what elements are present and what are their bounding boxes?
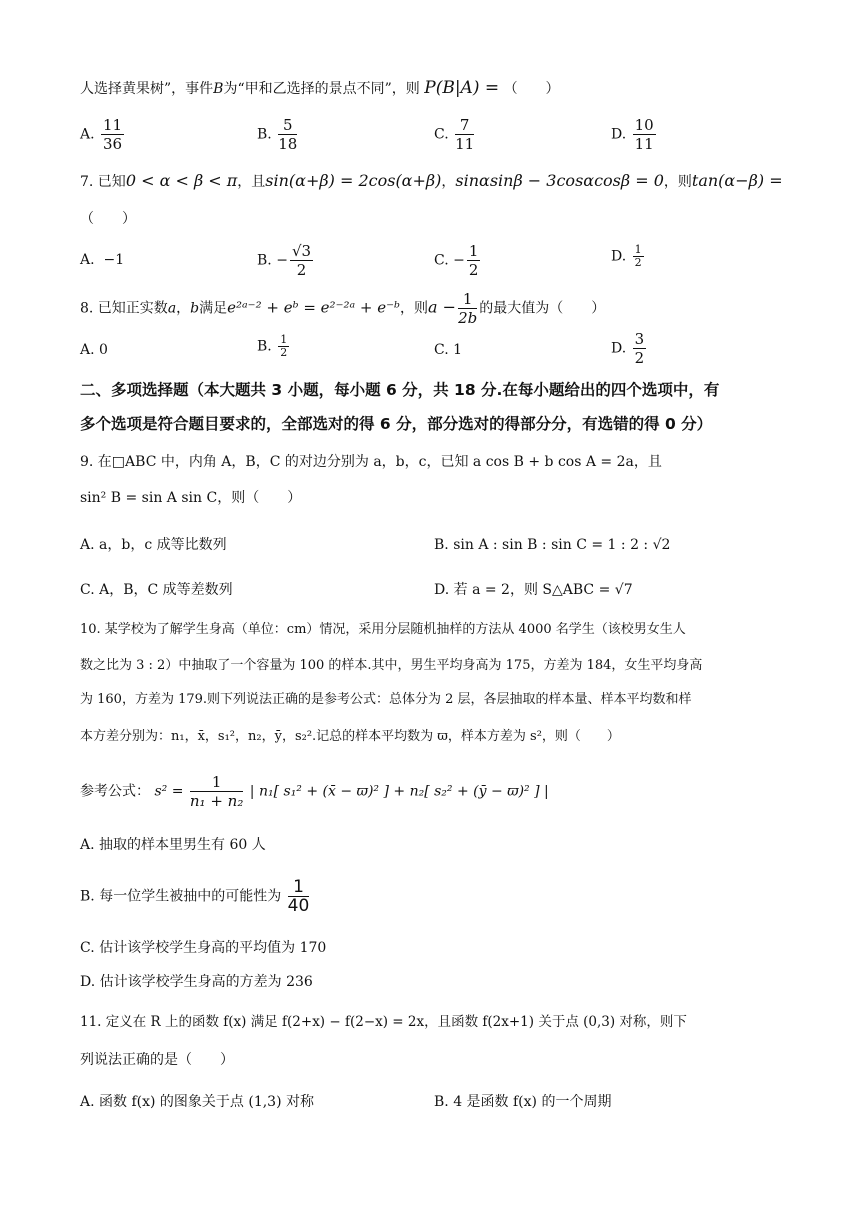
- q6-option-a: [80, 116, 126, 153]
- q10-stem-line4: 本方差分别为：n₁，x̄，s₁²，n₂，ȳ，s₂².记总的样本平均数为 ϖ，样本方差为 s²，则（ ）: [80, 729, 620, 744]
- option-letter: A.: [80, 252, 95, 268]
- q11-option-a: A. 函数 f(x) 的图象关于点 (1,3) 对称: [80, 1094, 315, 1110]
- q8-stem: [80, 290, 605, 327]
- formula-lhs: s² =: [154, 783, 184, 800]
- q6-option-b: [257, 116, 299, 153]
- fraction: [288, 878, 310, 915]
- denominator: 11: [455, 135, 475, 153]
- q7-stem-d: ，则: [663, 174, 692, 190]
- numerator: 5: [278, 116, 297, 135]
- q7-ask: tan(α−β) =: [691, 171, 783, 190]
- q8-stem-d: 的最大值为（ ）: [479, 300, 606, 317]
- q8-sep: ，: [176, 300, 191, 317]
- numerator: 11: [103, 116, 123, 134]
- q6-event-desc: 为“甲和乙选择的景点不同”，则: [223, 81, 420, 97]
- denominator: 2: [634, 349, 645, 367]
- q10-option-d: D. 估计该学校学生身高的方差为 236: [80, 974, 313, 990]
- fraction: [467, 242, 481, 279]
- option-letter: A.: [80, 126, 95, 143]
- q8-stem-b: 满足: [199, 300, 228, 317]
- option-letter: C.: [434, 252, 449, 269]
- formula-body: | n₁[ s₁² + (x̄ − ϖ)² ] + n₂[ s₂² + (ȳ − ϖ)² ] |: [249, 783, 549, 800]
- option-letter: D.: [611, 126, 627, 143]
- option-letter: B.: [257, 126, 272, 143]
- q7-option-a: [80, 250, 124, 270]
- q9-stem-line2: sin² B = sin A sin C，则（ ）: [80, 490, 302, 506]
- q10-stem-line2: 数之比为 3 : 2）中抽取了一个容量为 100 的样本.其中，男生平均身高为 175，方差为 184，女生平均身高: [80, 658, 703, 673]
- q8-var-a: a: [167, 300, 177, 317]
- denominator: 40: [287, 896, 310, 916]
- denominator: 2: [280, 346, 288, 359]
- formula-label: 参考公式：: [80, 783, 150, 800]
- numerator: √3: [291, 242, 312, 260]
- numerator: 1: [468, 242, 479, 260]
- numerator: 1: [458, 290, 477, 309]
- minus-sign: −: [453, 252, 465, 269]
- formula-fraction: [190, 773, 243, 810]
- q8-var-b: b: [190, 300, 200, 317]
- q11-stem-line1: 11. 定义在 R 上的函数 f(x) 满足 f(2+x) − f(2−x) = 2x，且函数 f(2x+1) 关于点 (0,3) 对称，则下: [80, 1014, 687, 1030]
- fraction: [290, 242, 313, 279]
- numerator: 1: [280, 333, 288, 346]
- denominator: 2: [468, 261, 479, 279]
- q7-option-d: [611, 244, 646, 269]
- q8-option-c: [434, 340, 462, 360]
- q8-option-a: [80, 340, 108, 360]
- denominator: 2: [296, 261, 307, 279]
- q11-stem-line2: 列说法正确的是（ ）: [80, 1052, 234, 1068]
- numerator: 1: [634, 243, 642, 256]
- q7-stem: [80, 171, 783, 192]
- fraction: [633, 116, 656, 153]
- q10-stem-line3: 为 160，方差为 179.则下列说法正确的是参考公式：总体分为 2 层，各层抽取的样本量、样本平均数和样: [80, 692, 692, 707]
- option-letter: A.: [80, 342, 95, 358]
- q7-stem-b: ，且: [237, 174, 266, 190]
- q10-stem-line1: 10. 某学校为了解学生身高（单位：cm）情况，采用分层随机抽样的方法从 4000 名学生（该校男女生人: [80, 622, 686, 637]
- option-letter: C.: [434, 126, 449, 143]
- denominator: 2b: [458, 309, 478, 327]
- q10-option-c: C. 估计该学校学生身高的平均值为 170: [80, 940, 327, 956]
- q6-event-b: B: [213, 81, 224, 97]
- q6-blank: （ ）: [503, 81, 560, 97]
- q8-option-b: [257, 334, 291, 359]
- q10-formula: [80, 773, 549, 810]
- option-letter: B.: [257, 252, 272, 269]
- q7-stem-a: 7. 已知: [80, 174, 126, 190]
- q9-option-c: C. A，B，C 成等差数列: [80, 582, 233, 598]
- option-value: 0: [99, 342, 108, 358]
- numerator: 7: [455, 116, 474, 135]
- q10-option-b: [80, 878, 311, 915]
- option-text: B. 每一位学生被抽中的可能性为: [80, 888, 282, 905]
- q11-option-b: B. 4 是函数 f(x) 的一个周期: [434, 1094, 612, 1110]
- option-letter: D.: [611, 340, 627, 357]
- q6-stem-tail: [80, 78, 560, 99]
- q6-option-d: [611, 116, 658, 153]
- section2-heading-line2: 多个选项是符合题目要求的，全部选对的得 6 分，部分选对的得部分分，有选错的得 0 分）: [80, 415, 713, 433]
- q8-stem-a: 8. 已知正实数: [80, 300, 168, 317]
- q8-expr-pre: a −: [428, 297, 457, 317]
- fraction: [633, 330, 647, 367]
- numerator: 10: [634, 116, 654, 134]
- denominator: 18: [278, 135, 298, 153]
- section2-heading-line1: 二、多项选择题（本大题共 3 小题，每小题 6 分，共 18 分.在每小题给出的四个选项中，有: [80, 381, 720, 399]
- q9-option-b: B. sin A : sin B : sin C = 1 : 2 : √2: [434, 537, 671, 553]
- option-letter: C.: [434, 342, 449, 358]
- denominator: 11: [634, 135, 654, 153]
- q7-stem-c: ，: [441, 174, 456, 190]
- q10-option-a: A. 抽取的样本里男生有 60 人: [80, 837, 266, 853]
- numerator: 1: [190, 773, 243, 792]
- denominator: 36: [103, 135, 123, 153]
- q8-fraction: [458, 290, 477, 327]
- option-value: 1: [453, 342, 463, 358]
- denominator: 2: [634, 256, 642, 269]
- q6-prob-expr: P(B|A) =: [424, 78, 500, 98]
- option-letter: B.: [257, 338, 272, 355]
- fraction: [101, 116, 124, 153]
- q7-option-b: [257, 242, 315, 279]
- fraction: [633, 244, 644, 269]
- fraction: [278, 334, 289, 359]
- q6-option-c: [434, 116, 476, 153]
- q8-stem-c: ，则: [400, 300, 429, 317]
- minus-sign: −: [276, 252, 288, 269]
- q7-cond1: 0 < α < β < π: [125, 171, 238, 190]
- q8-equation: e²ᵃ⁻² + eᵇ = e²⁻²ᵃ + e⁻ᵇ: [227, 298, 401, 317]
- option-value: −1: [103, 252, 125, 268]
- q9-option-a: A. a，b，c 成等比数列: [80, 537, 227, 553]
- q9-stem-line1: 9. 在□ABC 中，内角 A，B，C 的对边分别为 a，b，c，已知 a cos B + b cos A = 2a，且: [80, 454, 662, 470]
- q6-tail-text: 人选择黄果树”，事件: [80, 81, 214, 97]
- numerator: 3: [634, 330, 645, 348]
- option-letter: D.: [611, 248, 627, 265]
- q7-blank: （ ）: [80, 211, 136, 227]
- fraction: [455, 116, 474, 153]
- q9-option-d: D. 若 a = 2，则 S△ABC = √7: [434, 582, 633, 598]
- q7-cond2: sin(α+β) = 2cos(α+β): [265, 171, 442, 190]
- fraction: [278, 116, 297, 153]
- q7-cond3: sinαsinβ − 3cosαcosβ = 0: [455, 171, 664, 190]
- q8-option-d: [611, 330, 648, 367]
- q7-option-c: [434, 242, 482, 279]
- numerator: 1: [288, 878, 310, 897]
- denominator: n₁ + n₂: [189, 792, 244, 810]
